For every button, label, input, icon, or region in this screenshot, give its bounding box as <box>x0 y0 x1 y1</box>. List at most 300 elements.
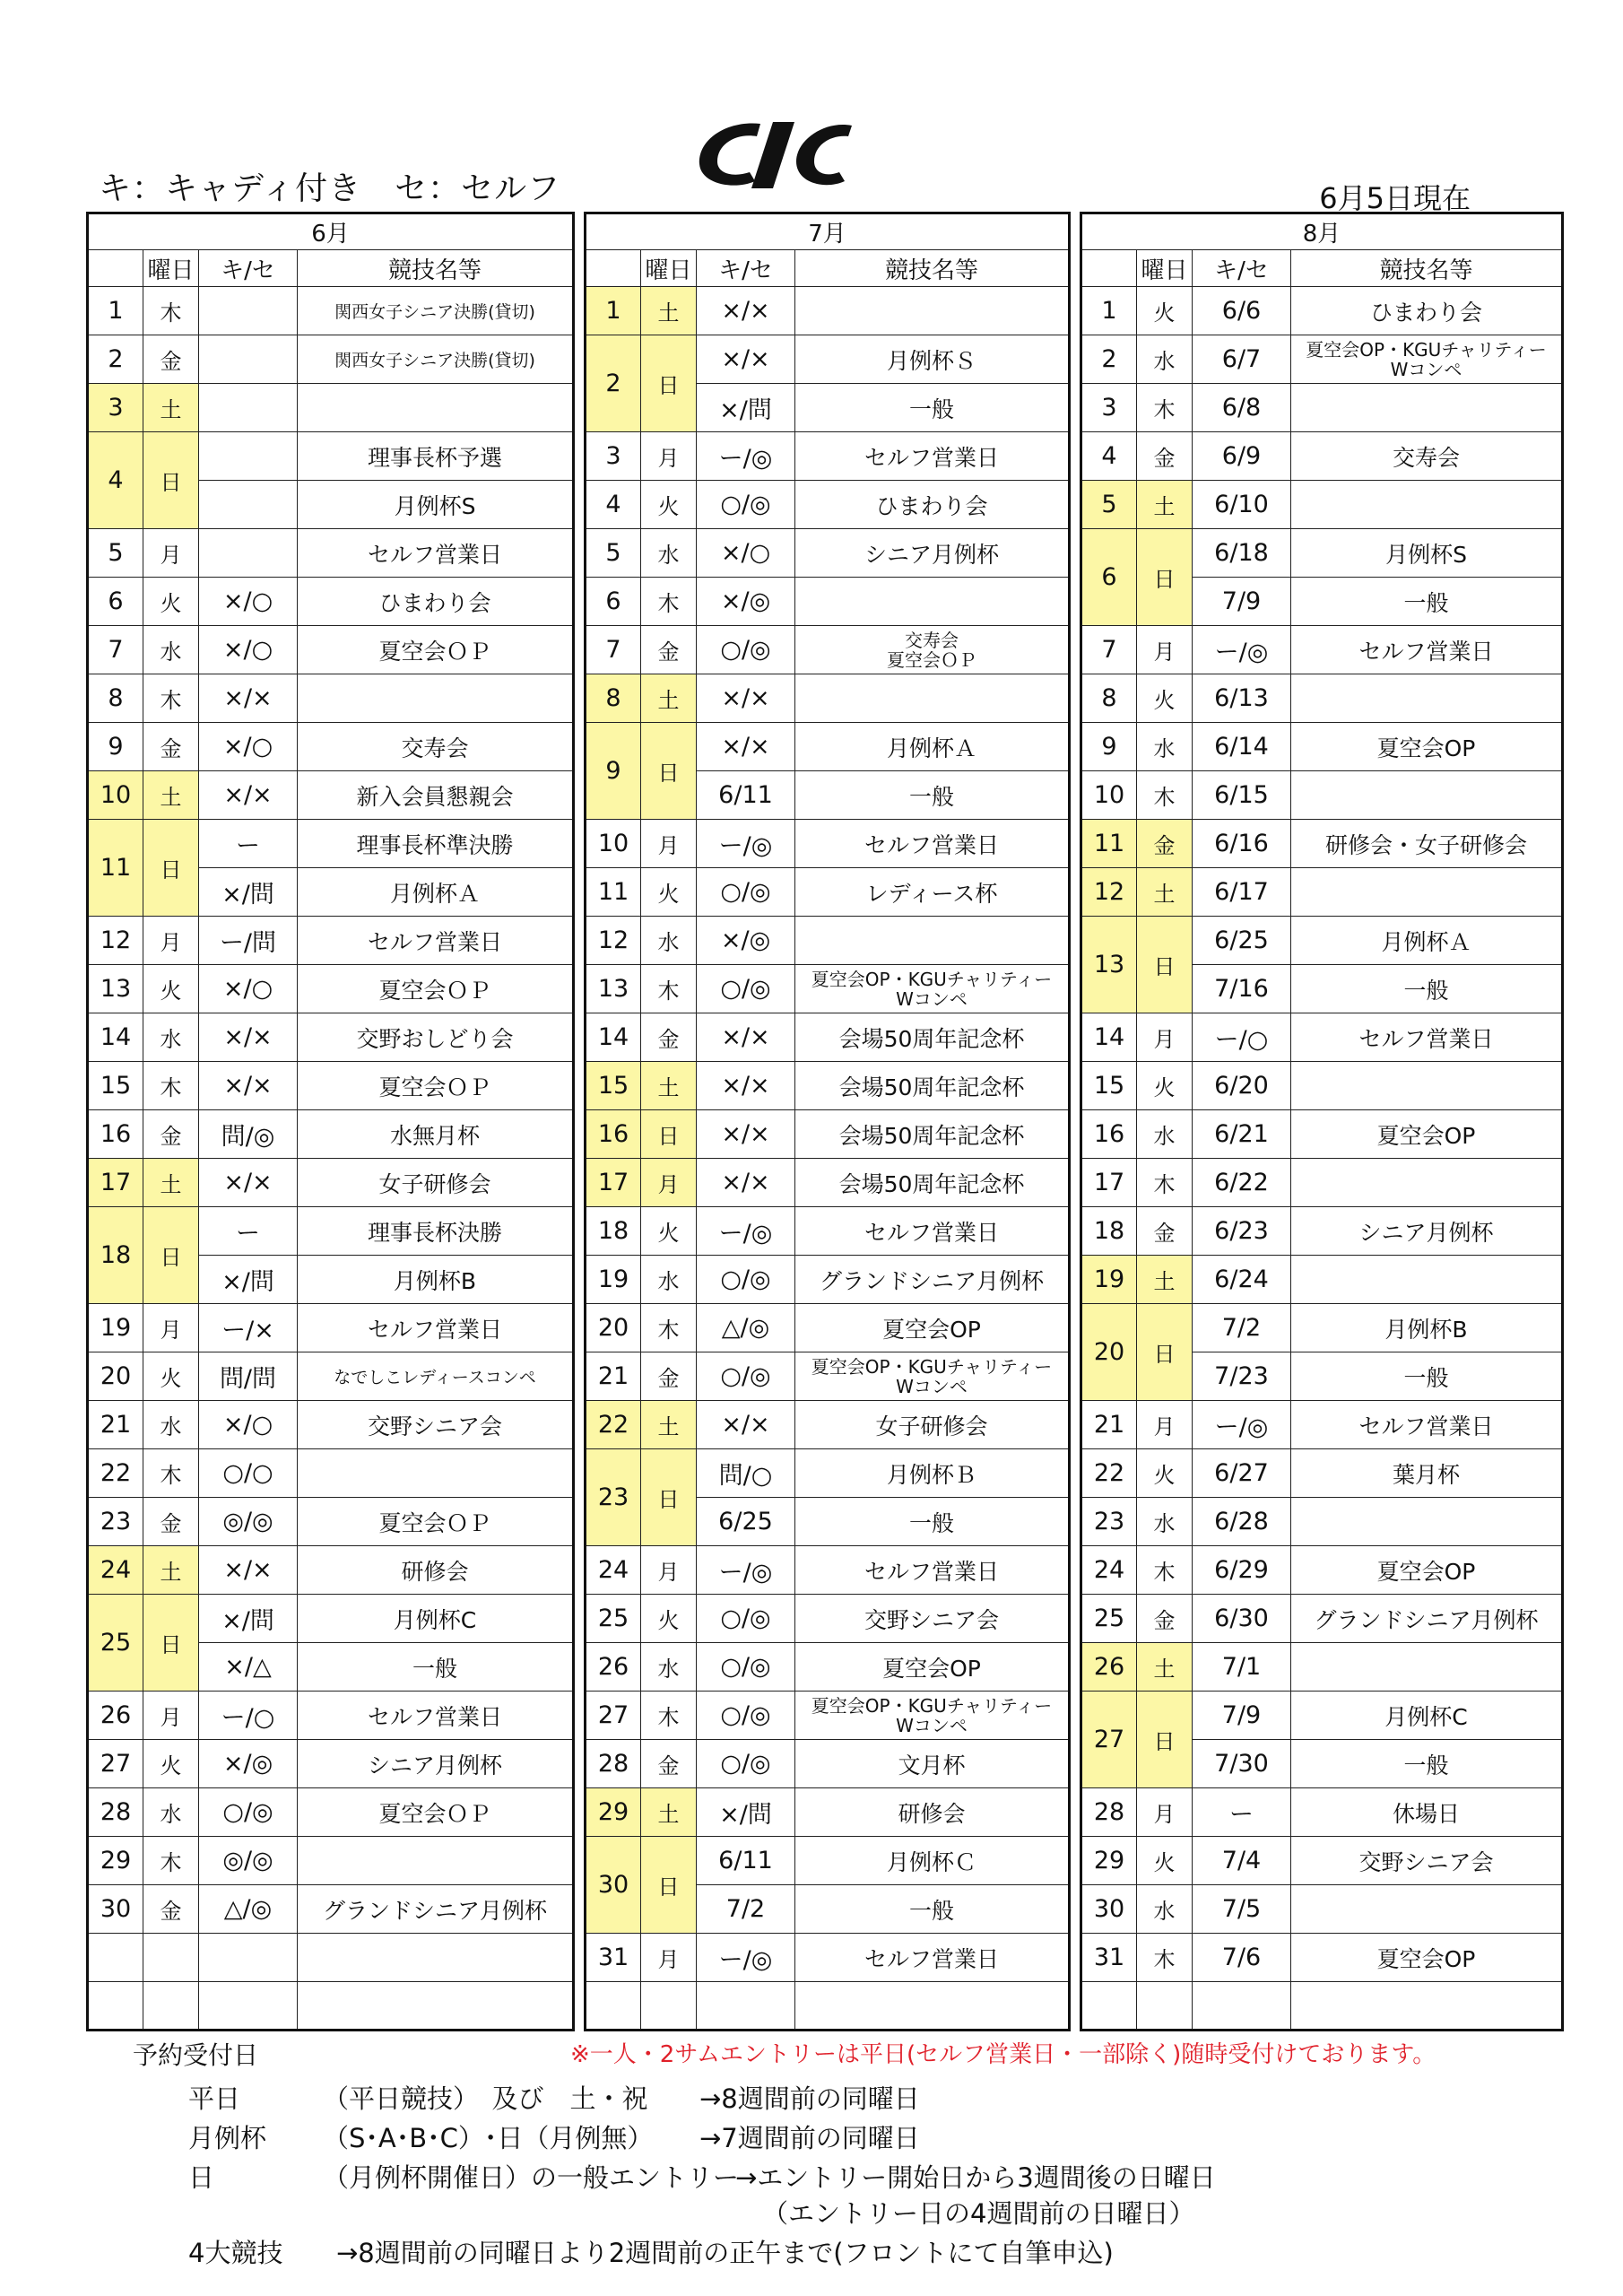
weekday-cell: 火 <box>641 868 697 917</box>
date-cell: 1 <box>586 287 641 335</box>
entry-status-cell: △/◎ <box>697 1304 795 1352</box>
date-cell: 9 <box>586 723 641 820</box>
event-name-cell <box>795 578 1070 626</box>
event-name-cell: 研修会 <box>795 1788 1070 1837</box>
date-cell: 28 <box>88 1788 143 1837</box>
table-row <box>88 1207 574 1256</box>
weekday-cell: 火 <box>143 1352 199 1401</box>
event-name-cell: 夏空会OP <box>795 1304 1070 1352</box>
weekday-cell: 土 <box>641 674 697 723</box>
date-cell: 20 <box>1081 1304 1137 1401</box>
table-row <box>1081 1013 1563 1062</box>
date-cell: 2 <box>88 335 143 384</box>
table-row <box>88 1885 574 1934</box>
event-name-cell: 月例杯B <box>1291 1304 1563 1352</box>
date-cell: 11 <box>1081 820 1137 868</box>
entry-status-cell: 6/7 <box>1193 335 1291 384</box>
entry-status-cell: 6/18 <box>1193 529 1291 578</box>
date-cell: 11 <box>88 820 143 917</box>
entry-status-cell: 6/25 <box>697 1498 795 1546</box>
event-name-cell: 交野シニア会 <box>298 1401 574 1449</box>
table-row <box>1081 1643 1563 1692</box>
event-name-cell: 一般 <box>795 771 1070 820</box>
event-name-cell: 交野シニア会 <box>795 1595 1070 1643</box>
weekday-cell <box>143 1982 199 2031</box>
date-cell: 29 <box>1081 1837 1137 1885</box>
table-row <box>1081 868 1563 917</box>
table-row <box>88 1740 574 1788</box>
table-row <box>1081 1256 1563 1304</box>
entry-status-cell <box>697 1982 795 2031</box>
entry-status-cell: ○/○ <box>199 1449 298 1498</box>
date-cell: 24 <box>1081 1546 1137 1595</box>
date-cell: 4 <box>586 481 641 529</box>
table-row <box>586 820 1070 868</box>
date-cell: 24 <box>586 1546 641 1595</box>
event-name-cell: ひまわり会 <box>298 578 574 626</box>
date-cell <box>88 1934 143 1982</box>
col-header-event: 競技名等 <box>298 250 574 287</box>
table-row <box>88 1401 574 1449</box>
weekday-cell: 土 <box>1137 481 1193 529</box>
weekday-cell: 木 <box>143 287 199 335</box>
entry-status-cell: ー <box>1193 1788 1291 1837</box>
date-cell: 8 <box>1081 674 1137 723</box>
event-name-cell: 一般 <box>795 384 1070 432</box>
weekday-cell: 水 <box>1137 1110 1193 1159</box>
date-cell: 10 <box>1081 771 1137 820</box>
event-name-cell <box>298 384 574 432</box>
entry-status-cell: ○/◎ <box>697 626 795 674</box>
event-name-cell: セルフ営業日 <box>1291 1401 1563 1449</box>
entry-status-cell: 6/11 <box>697 771 795 820</box>
event-name-line: 夏空会OP・KGUチャリティー <box>811 1694 1053 1717</box>
table-row <box>88 287 574 335</box>
event-name-cell: 水無月杯 <box>298 1110 574 1159</box>
event-name-cell: 一般 <box>1291 1352 1563 1401</box>
weekday-cell: 月 <box>143 1304 199 1352</box>
weekday-cell: 月 <box>143 917 199 965</box>
event-name-line: 夏空会OP・KGUチャリティー <box>1306 338 1547 361</box>
entry-status-cell: 6/22 <box>1193 1159 1291 1207</box>
weekday-cell: 日 <box>1137 1692 1193 1788</box>
weekday-cell: 水 <box>641 1256 697 1304</box>
date-cell: 12 <box>586 917 641 965</box>
event-name-cell <box>1291 1062 1563 1110</box>
event-name-cell: セルフ営業日 <box>795 1207 1070 1256</box>
entry-status-cell: ー/◎ <box>697 1207 795 1256</box>
table-row <box>586 1159 1070 1207</box>
entry-status-cell: ○/◎ <box>697 1352 795 1401</box>
table-row <box>88 723 574 771</box>
entry-status-cell: ×/× <box>697 1401 795 1449</box>
entry-status-cell: ×/× <box>199 674 298 723</box>
month-table-august <box>1080 212 1564 2031</box>
weekday-cell: 木 <box>1137 1546 1193 1595</box>
date-cell: 17 <box>586 1159 641 1207</box>
col-header-day: 曜日 <box>641 250 697 287</box>
entry-status-cell: 7/5 <box>1193 1885 1291 1934</box>
weekday-cell: 木 <box>143 1062 199 1110</box>
col-header-ks: キ/セ <box>697 250 795 287</box>
entry-status-cell: 6/30 <box>1193 1595 1291 1643</box>
event-name-cell: 関西女子シニア決勝(貸切) <box>298 335 574 384</box>
event-name-cell <box>298 1837 574 1885</box>
date-cell: 25 <box>88 1595 143 1692</box>
weekday-cell: 木 <box>1137 384 1193 432</box>
weekday-cell: 金 <box>143 1110 199 1159</box>
date-cell: 10 <box>586 820 641 868</box>
table-row <box>88 529 574 578</box>
weekday-cell: 日 <box>641 1110 697 1159</box>
event-name-cell <box>795 965 1070 1013</box>
event-name-cell: シニア月例杯 <box>298 1740 574 1788</box>
rule-desc: （S･A･B･C）･日（月例無） <box>323 2123 654 2153</box>
table-row <box>586 1449 1070 1498</box>
event-name-cell <box>1291 1982 1563 2031</box>
date-cell: 2 <box>1081 335 1137 384</box>
date-cell: 3 <box>88 384 143 432</box>
event-name-cell: 月例杯C <box>1291 1692 1563 1740</box>
rule-result: （エントリー日の4週間前の日曜日） <box>762 2198 1195 2229</box>
table-row <box>88 1498 574 1546</box>
event-name-cell: 理事長杯準決勝 <box>298 820 574 868</box>
entry-status-cell: 7/2 <box>1193 1304 1291 1352</box>
event-name-cell: セルフ営業日 <box>298 917 574 965</box>
date-cell: 18 <box>1081 1207 1137 1256</box>
event-name-cell: 夏空会OP <box>1291 1110 1563 1159</box>
rule-result: →7週間前の同曜日 <box>699 2123 920 2153</box>
event-name-cell: 夏空会ＯＰ <box>298 1498 574 1546</box>
event-name-cell: 会場50周年記念杯 <box>795 1062 1070 1110</box>
col-header-event: 競技名等 <box>795 250 1070 287</box>
weekday-cell: 金 <box>1137 820 1193 868</box>
date-cell: 14 <box>586 1013 641 1062</box>
event-name-cell <box>1291 1256 1563 1304</box>
event-name-cell: 夏空会OP <box>795 1643 1070 1692</box>
table-row <box>586 1595 1070 1643</box>
entry-status-cell: ×/× <box>697 1159 795 1207</box>
entry-status-cell: 問/○ <box>697 1449 795 1498</box>
date-cell: 16 <box>88 1110 143 1159</box>
entry-status-cell: 6/28 <box>1193 1498 1291 1546</box>
date-cell: 25 <box>1081 1595 1137 1643</box>
weekday-cell: 日 <box>1137 1304 1193 1401</box>
entry-status-cell <box>199 335 298 384</box>
weekday-cell: 月 <box>641 1546 697 1595</box>
weekday-cell: 木 <box>641 965 697 1013</box>
entry-status-cell: 6/23 <box>1193 1207 1291 1256</box>
table-row <box>1081 1207 1563 1256</box>
event-name-cell <box>1291 1498 1563 1546</box>
entry-status-cell: ×/× <box>697 287 795 335</box>
entry-status-cell: ー/◎ <box>697 1934 795 1982</box>
table-row <box>1081 1110 1563 1159</box>
weekday-cell: 月 <box>641 1159 697 1207</box>
event-name-cell <box>795 1982 1070 2031</box>
event-name-cell: 夏空会ＯＰ <box>298 965 574 1013</box>
weekday-cell: 日 <box>143 1207 199 1304</box>
entry-status-cell <box>199 1982 298 2031</box>
entry-status-cell: ×/× <box>697 1062 795 1110</box>
weekday-cell: 水 <box>143 1013 199 1062</box>
weekday-cell: 金 <box>641 1352 697 1401</box>
table-row <box>1081 335 1563 384</box>
entry-status-cell: 6/21 <box>1193 1110 1291 1159</box>
weekday-cell: 金 <box>143 1498 199 1546</box>
event-name-cell: 一般 <box>795 1885 1070 1934</box>
entry-status-cell: ー/問 <box>199 917 298 965</box>
table-row <box>88 1110 574 1159</box>
weekday-cell: 金 <box>1137 1595 1193 1643</box>
event-name-cell <box>795 917 1070 965</box>
table-row <box>88 578 574 626</box>
weekday-cell: 土 <box>641 1788 697 1837</box>
table-row <box>1081 820 1563 868</box>
table-row <box>1081 1449 1563 1498</box>
weekday-cell: 水 <box>1137 1498 1193 1546</box>
entry-status-cell: 6/8 <box>1193 384 1291 432</box>
entry-status-cell: ◎/◎ <box>199 1498 298 1546</box>
date-cell: 16 <box>586 1110 641 1159</box>
entry-status-cell: ー <box>199 820 298 868</box>
entry-status-cell: 7/9 <box>1193 1692 1291 1740</box>
legend: キ：キャディ付き セ：セルフ <box>99 170 561 207</box>
event-name-line: 交寿会 <box>905 629 959 651</box>
event-name-cell: 夏空会ＯＰ <box>298 1062 574 1110</box>
entry-status-cell: ー/◎ <box>697 432 795 481</box>
entry-status-cell: 6/11 <box>697 1837 795 1885</box>
weekday-cell: 土 <box>641 1062 697 1110</box>
date-cell: 18 <box>586 1207 641 1256</box>
event-name-cell: グランドシニア月例杯 <box>795 1256 1070 1304</box>
table-row <box>1081 1837 1563 1885</box>
entry-status-cell: ー <box>199 1207 298 1256</box>
table-row <box>1081 1062 1563 1110</box>
weekday-cell: 月 <box>1137 626 1193 674</box>
date-cell: 23 <box>1081 1498 1137 1546</box>
entry-status-cell: ×/問 <box>199 868 298 917</box>
entry-status-cell: ×/問 <box>199 1595 298 1643</box>
date-cell <box>88 1982 143 2031</box>
table-row <box>586 1740 1070 1788</box>
rule-label: 4大競技 <box>188 2238 283 2268</box>
entry-status-cell <box>199 432 298 481</box>
weekday-cell: 土 <box>143 1546 199 1595</box>
entry-status-cell: ー/◎ <box>1193 626 1291 674</box>
date-cell: 17 <box>88 1159 143 1207</box>
entry-status-cell: ×/○ <box>199 626 298 674</box>
weekday-cell <box>143 1934 199 1982</box>
weekday-cell: 月 <box>143 1692 199 1740</box>
date-cell: 27 <box>586 1692 641 1740</box>
table-row <box>88 1062 574 1110</box>
date-cell: 9 <box>1081 723 1137 771</box>
entry-status-cell: ○/◎ <box>697 1256 795 1304</box>
table-row <box>586 1546 1070 1595</box>
event-name-cell: レディース杯 <box>795 868 1070 917</box>
date-cell: 20 <box>586 1304 641 1352</box>
entry-status-cell: ×/× <box>199 1159 298 1207</box>
weekday-cell: 火 <box>143 578 199 626</box>
entry-status-cell <box>199 287 298 335</box>
table-row <box>586 965 1070 1013</box>
date-cell: 7 <box>1081 626 1137 674</box>
event-name-cell <box>298 1982 574 2031</box>
rule-label: 平日 <box>188 2083 241 2114</box>
event-name-cell: 月例杯S <box>1291 529 1563 578</box>
table-row <box>586 1982 1070 2031</box>
weekday-cell: 日 <box>1137 529 1193 626</box>
weekday-cell: 木 <box>1137 1159 1193 1207</box>
table-row <box>88 674 574 723</box>
weekday-cell: 火 <box>1137 1837 1193 1885</box>
date-cell: 13 <box>1081 917 1137 1013</box>
event-name-cell: セルフ営業日 <box>1291 1013 1563 1062</box>
entry-status-cell: 7/9 <box>1193 578 1291 626</box>
date-cell: 4 <box>1081 432 1137 481</box>
weekday-cell: 金 <box>1137 432 1193 481</box>
date-cell: 6 <box>1081 529 1137 626</box>
event-name-cell <box>1291 481 1563 529</box>
entry-status-cell: ○/◎ <box>199 1788 298 1837</box>
table-row <box>88 917 574 965</box>
event-name-cell: 月例杯C <box>298 1595 574 1643</box>
col-header-date <box>586 250 641 287</box>
table-row <box>1081 1401 1563 1449</box>
table-row <box>1081 917 1563 965</box>
date-cell: 9 <box>88 723 143 771</box>
date-cell: 30 <box>88 1885 143 1934</box>
event-name-cell: グランドシニア月例杯 <box>1291 1595 1563 1643</box>
event-name-cell: 関西女子シニア決勝(貸切) <box>298 287 574 335</box>
weekday-cell: 土 <box>143 771 199 820</box>
date-cell: 18 <box>88 1207 143 1304</box>
date-cell <box>1081 1982 1137 2031</box>
table-row <box>1081 1304 1563 1352</box>
table-row <box>1081 771 1563 820</box>
weekday-cell: 日 <box>641 335 697 432</box>
event-name-cell: 休場日 <box>1291 1788 1563 1837</box>
table-row <box>88 1595 574 1643</box>
club-logo <box>690 115 870 196</box>
rule-desc: →8週間前の同曜日より2週間前の正午まで(フロントにて自筆申込) <box>336 2238 1114 2268</box>
event-name-cell <box>795 287 1070 335</box>
event-name-cell <box>795 1352 1070 1401</box>
event-name-cell: セルフ営業日 <box>795 1934 1070 1982</box>
entry-status-cell: ×/◎ <box>697 578 795 626</box>
weekday-cell: 月 <box>143 529 199 578</box>
weekday-cell: 土 <box>1137 1256 1193 1304</box>
date-cell: 17 <box>1081 1159 1137 1207</box>
weekday-cell: 日 <box>1137 917 1193 1013</box>
entry-status-cell: 6/9 <box>1193 432 1291 481</box>
date-cell: 1 <box>88 287 143 335</box>
date-cell: 5 <box>586 529 641 578</box>
table-row <box>88 335 574 384</box>
event-name-cell: ひまわり会 <box>795 481 1070 529</box>
date-cell: 23 <box>586 1449 641 1546</box>
date-cell: 22 <box>586 1401 641 1449</box>
date-cell: 2 <box>586 335 641 432</box>
event-name-cell: 月例杯Ａ <box>298 868 574 917</box>
entry-status-cell: 問/問 <box>199 1352 298 1401</box>
date-cell: 26 <box>1081 1643 1137 1692</box>
entry-status-cell: ×/○ <box>199 1401 298 1449</box>
table-row <box>1081 1159 1563 1207</box>
event-name-cell: 会場50周年記念杯 <box>795 1159 1070 1207</box>
date-cell: 15 <box>88 1062 143 1110</box>
table-row <box>586 432 1070 481</box>
entry-status-cell: 6/17 <box>1193 868 1291 917</box>
date-cell: 29 <box>586 1788 641 1837</box>
col-header-date <box>88 250 143 287</box>
event-name-cell: 一般 <box>1291 1740 1563 1788</box>
event-name-cell: 交野おしどり会 <box>298 1013 574 1062</box>
reservation-title: 予約受付日 <box>133 2040 259 2070</box>
entry-status-cell: ×/○ <box>199 578 298 626</box>
entry-status-cell: 7/23 <box>1193 1352 1291 1401</box>
event-name-cell: シニア月例杯 <box>1291 1207 1563 1256</box>
event-name-line: Wコンペ <box>896 1714 968 1736</box>
entry-status-cell: ○/◎ <box>697 868 795 917</box>
entry-status-cell: ○/◎ <box>697 1740 795 1788</box>
entry-status-cell: ×/× <box>199 1546 298 1595</box>
event-name-line: 夏空会ＯＰ <box>887 648 976 671</box>
entry-status-cell: ×/問 <box>697 1788 795 1837</box>
table-row <box>586 287 1070 335</box>
table-row <box>586 723 1070 771</box>
table-row <box>88 1352 574 1401</box>
event-name-cell: セルフ営業日 <box>795 1546 1070 1595</box>
entry-status-cell <box>199 529 298 578</box>
entry-status-cell: 6/27 <box>1193 1449 1291 1498</box>
weekday-cell: 月 <box>1137 1013 1193 1062</box>
date-cell: 28 <box>586 1740 641 1788</box>
date-cell: 29 <box>88 1837 143 1885</box>
entry-status-cell: 6/20 <box>1193 1062 1291 1110</box>
event-name-cell: セルフ営業日 <box>1291 626 1563 674</box>
entry-status-cell: △/◎ <box>199 1885 298 1934</box>
table-row <box>1081 1692 1563 1740</box>
weekday-cell <box>641 1982 697 2031</box>
table-row <box>1081 529 1563 578</box>
table-row <box>586 1401 1070 1449</box>
rule-label: 日 <box>188 2162 215 2193</box>
table-row <box>586 1692 1070 1740</box>
event-name-cell: 葉月杯 <box>1291 1449 1563 1498</box>
weekday-cell: 火 <box>143 965 199 1013</box>
date-cell: 6 <box>88 578 143 626</box>
event-name-cell: セルフ営業日 <box>795 820 1070 868</box>
entry-status-cell: ×/◎ <box>697 917 795 965</box>
entry-status-cell: ー/◎ <box>697 820 795 868</box>
event-name-line: Wコンペ <box>896 1375 968 1397</box>
weekday-cell: 木 <box>641 1304 697 1352</box>
date-cell: 13 <box>88 965 143 1013</box>
entry-status-cell: 7/6 <box>1193 1934 1291 1982</box>
entry-status-cell: ○/◎ <box>697 481 795 529</box>
weekday-cell: 土 <box>1137 868 1193 917</box>
event-name-cell: グランドシニア月例杯 <box>298 1885 574 1934</box>
event-name-cell: 交野シニア会 <box>1291 1837 1563 1885</box>
table-row <box>88 1788 574 1837</box>
col-header-event: 競技名等 <box>1291 250 1563 287</box>
rule-result: →エントリー開始日から3週間後の日曜日 <box>735 2162 1216 2193</box>
entry-status-cell: ー/◎ <box>1193 1401 1291 1449</box>
weekday-cell: 火 <box>1137 1449 1193 1498</box>
entry-status-cell: 6/14 <box>1193 723 1291 771</box>
